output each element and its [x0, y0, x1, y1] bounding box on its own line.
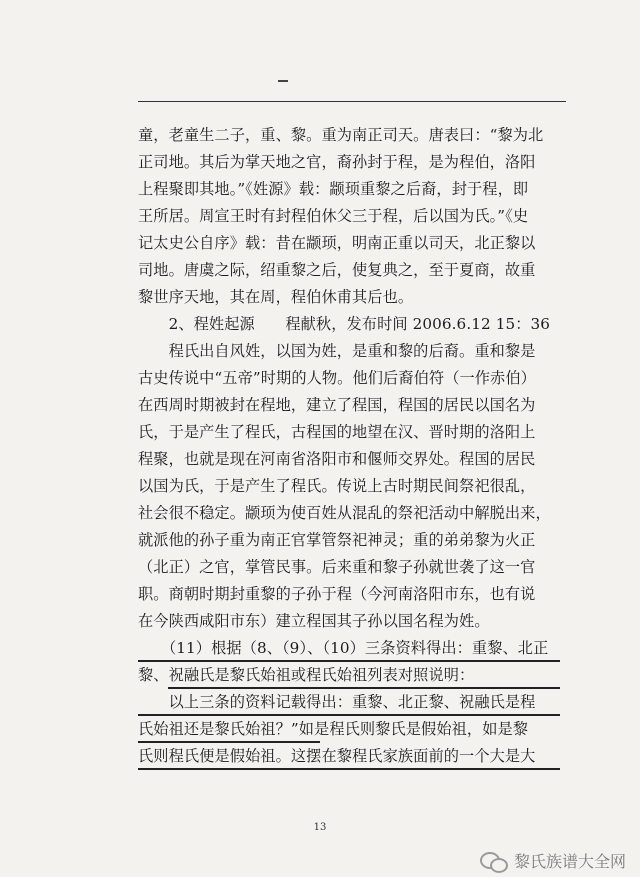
text-line: 记太史公自序》载：昔在颛顼，明南正重以司天，北正黎以	[138, 234, 536, 252]
watermark-text: 黎氏族谱大全网	[513, 852, 626, 871]
text-line: 古史传说中“五帝”时期的人物。他们后裔伯符（一作赤伯）	[138, 369, 536, 387]
header-rule	[138, 101, 566, 102]
text-line: 王所居。周宣王时有封程伯休父三于程，后以国为氏。”《史	[138, 207, 529, 225]
text-line: 童，老童生二子，重、黎。重为南正司天。唐表曰：“黎为北	[138, 126, 544, 144]
text-line: 上程聚即其地。”《姓源》载：颛顼重黎之后裔，封于程，即	[138, 180, 529, 198]
page-number: 13	[313, 822, 327, 833]
text-line: 氏始祖还是黎氏始祖？”如是程氏则黎氏是假始祖，如是黎	[138, 720, 529, 738]
text-line: 职。商朝时期封重黎的子孙于程（今河南洛阳市东，也有说	[138, 585, 536, 603]
text-line: 氏，于是产生了程氏，古程国的地望在汉、晋时期的洛阳上	[138, 423, 536, 441]
text-line: （北正）之官，掌管民事。后来重和黎子孙就世袭了这一官	[138, 558, 536, 576]
text-line: 在今陕西咸阳市东）建立程国其子孙以国名程为姓。	[138, 612, 490, 630]
text-line: 以上三条的资料记载得出：重黎、北正黎、祝融氏是程	[138, 693, 536, 711]
text-line: 程氏出自风姓，以国为姓，是重和黎的后裔。重和黎是	[138, 342, 536, 360]
text-line: 黎世序天地，其在周，程伯休甫其后也。	[138, 288, 414, 306]
underline	[168, 687, 560, 689]
wechat-icon	[478, 850, 508, 872]
text-line: 司地。唐虞之际，绍重黎之后，使复典之，至于夏商，故重	[138, 261, 536, 279]
underline	[138, 714, 560, 716]
watermark	[478, 849, 626, 872]
header-mark	[278, 80, 288, 82]
text-line: 就派他的孙子重为南正官掌管祭祀神灵；重的弟弟黎为火正	[138, 531, 536, 549]
section-heading: 2、程姓起源 程献秋，发布时间 2006.6.12 15：36	[138, 315, 551, 333]
text-line: 程聚，也就是现在河南省洛阳市和偃师交界处。程国的居民	[138, 450, 536, 468]
underline	[138, 768, 560, 770]
text-line: 社会很不稳定。颛顼为使百姓从混乱的祭祀活动中解脱出来，	[138, 504, 551, 522]
text-line: 在西周时期被封在程地，建立了程国，程国的居民以国名为	[138, 396, 536, 414]
text-line: 以国为氏，于是产生了程氏。传说上古时期民间祭祀很乱，	[138, 477, 536, 495]
text-line: 氏则程氏便是假始祖。这摆在黎程氏家族面前的一个大是大	[138, 747, 536, 765]
text-line: 正司地。其后为掌天地之官，裔孙封于程，是为程伯，洛阳	[138, 153, 536, 171]
underline	[138, 660, 560, 662]
underline	[138, 741, 320, 743]
text-line: （11）根据（8、（9）、（10）三条资料得出：重黎、北正	[138, 639, 549, 657]
text-line: 黎、祝融氏是黎氏始祖或程氏始祖列表对照说明：	[138, 666, 475, 684]
